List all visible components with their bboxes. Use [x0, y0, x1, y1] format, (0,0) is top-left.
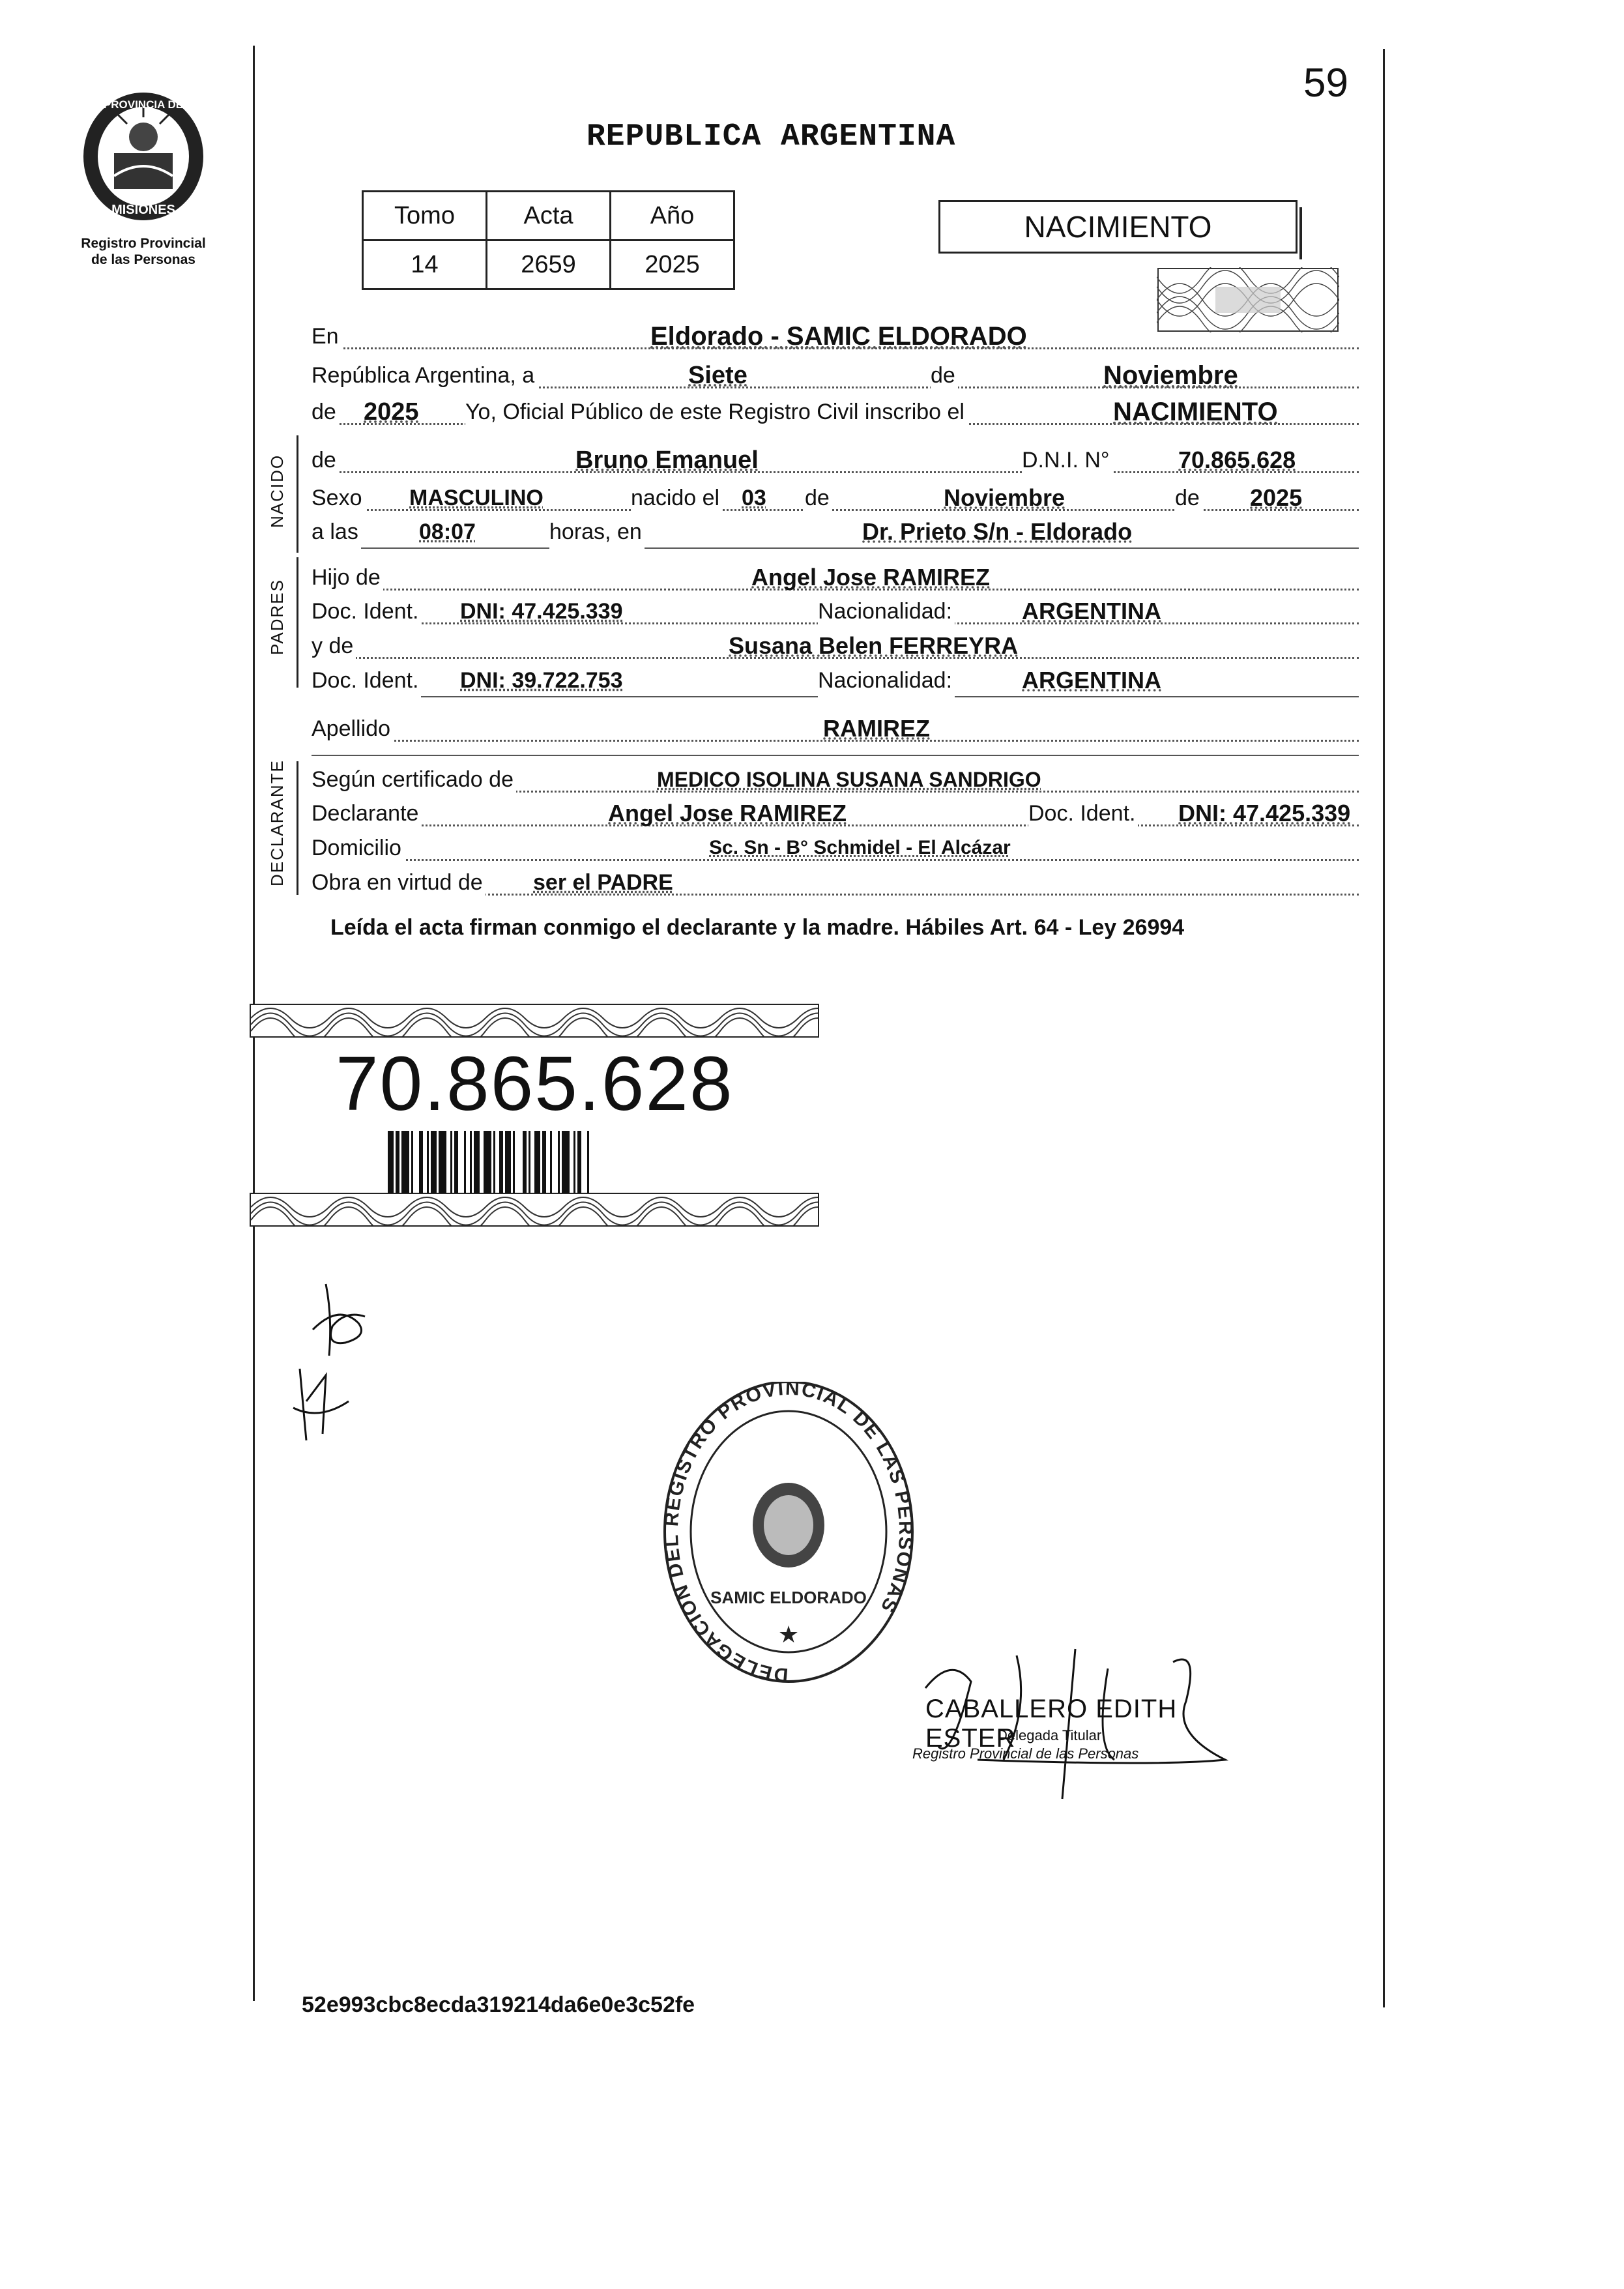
- birth-time: 08:07: [419, 519, 476, 544]
- ano-header: Año: [611, 192, 734, 241]
- birth-year: 2025: [1250, 484, 1303, 511]
- obra-value: ser el PADRE: [533, 870, 673, 895]
- obra-row: Obra en virtud de ser el PADRE: [312, 866, 1359, 899]
- document-hash: 52e993cbc8ecda319214da6e0e3c52fe: [302, 1992, 695, 2017]
- certificado-value: MEDICO ISOLINA SUSANA SANDRIGO: [657, 768, 1041, 791]
- official-title: Delegada Titular: [997, 1727, 1102, 1743]
- svg-text:★: ★: [777, 1621, 800, 1648]
- birth-day: 03: [742, 486, 766, 510]
- declarante-doc: DNI: 47.425.339: [1178, 800, 1351, 826]
- child-name: Bruno Emanuel: [575, 446, 759, 474]
- svg-text:MISIONES: MISIONES: [111, 203, 175, 217]
- birth-month: Noviembre: [944, 484, 1066, 511]
- dni-sticker-number: 70.865.628: [336, 1041, 734, 1127]
- ano-value: 2025: [611, 241, 734, 289]
- svg-text:PROVINCIA DE: PROVINCIA DE: [103, 98, 184, 111]
- official-seal-icon: [658, 1382, 919, 1708]
- hora-row: a las 08:07 horas, en Dr. Prieto S/n - Eldorado: [312, 515, 1359, 549]
- acta-header: Acta: [487, 192, 611, 241]
- svg-text:SAMIC ELDORADO: SAMIC ELDORADO: [710, 1588, 867, 1607]
- day-in-words: Siete: [688, 362, 747, 389]
- sexo-row: Sexo MASCULINO nacido el 03 de Noviembre de 2025: [312, 481, 1359, 515]
- nacido-bracket: [297, 435, 298, 553]
- sexo-value: MASCULINO: [409, 486, 544, 510]
- sticker-bottom-band: [250, 1193, 819, 1227]
- domicilio-value: Sc. Sn - B° Schmidel - El Alcázar: [709, 837, 1011, 858]
- father-name: Angel Jose RAMIREZ: [751, 564, 991, 590]
- nacido-name-row: de Bruno Emanuel D.N.I. N° 70.865.628: [312, 443, 1359, 477]
- official-org: Registro Provincial de las Personas: [912, 1745, 1139, 1762]
- mother-doc-row: Doc. Ident. DNI: 39.722.753 Nacionalidad: ARGENTINA: [312, 663, 1359, 697]
- tomo-value: 14: [363, 241, 487, 289]
- declarante-row: Declarante Angel Jose RAMIREZ Doc. Ident. DNI: 47.425.339: [312, 796, 1359, 830]
- tomo-acta-ano-table: [362, 190, 735, 290]
- act-value: NACIMIENTO: [1113, 398, 1278, 426]
- year-value: 2025: [364, 398, 419, 426]
- closing-statement: Leída el acta firman conmigo el declarante y la madre. Hábiles Art. 64 - Ley 26994: [330, 915, 1185, 940]
- padres-side-label: PADRES: [267, 579, 287, 655]
- acta-value: 2659: [487, 241, 611, 289]
- mother-signature-icon: [287, 1362, 352, 1447]
- padres-bracket: [297, 557, 298, 688]
- place-value: Eldorado - SAMIC ELDORADO: [650, 322, 1027, 351]
- father-doc: DNI: 47.425.339: [460, 599, 623, 624]
- page-number: 59: [1303, 61, 1348, 106]
- y-de-row: y de Susana Belen FERREYRA: [312, 629, 1359, 663]
- child-dni: 70.865.628: [1178, 446, 1296, 473]
- month-value: Noviembre: [1103, 361, 1238, 390]
- mother-doc: DNI: 39.722.753: [460, 668, 623, 693]
- official-signature-block: [899, 1629, 1251, 1818]
- declarante-side-label: DECLARANTE: [267, 759, 287, 886]
- father-doc-row: Doc. Ident. DNI: 47.425.339 Nacionalidad: ARGENTINA: [312, 594, 1359, 628]
- sticker-top-band: [250, 1004, 819, 1038]
- domicilio-row: Domicilio Sc. Sn - B° Schmidel - El Alcázar: [312, 831, 1359, 865]
- date-row: República Argentina, a Siete de Noviembre: [312, 358, 1359, 392]
- barcode-icon: [388, 1131, 694, 1203]
- mother-name: Susana Belen FERREYRA: [729, 632, 1019, 659]
- logo-caption: Registro Provincial de las Personas: [81, 236, 206, 267]
- misiones-coat-of-arms-icon: [78, 91, 209, 228]
- declarante-name: Angel Jose RAMIREZ: [608, 800, 847, 826]
- apellido-value: RAMIREZ: [823, 715, 930, 742]
- certificado-row: Según certificado de MEDICO ISOLINA SUSANA SANDRIGO: [312, 763, 1359, 796]
- official-name: CABALLERO EDITH ESTER: [925, 1695, 1178, 1753]
- province-logo: [62, 91, 225, 268]
- declarante-bracket: [297, 761, 298, 895]
- tomo-header: Tomo: [363, 192, 487, 241]
- mother-nationality: ARGENTINA: [1022, 667, 1161, 693]
- document-title: REPUBLICA ARGENTINA: [587, 119, 956, 154]
- place-row: En Eldorado - SAMIC ELDORADO: [312, 319, 1359, 353]
- declarant-signature-icon: [306, 1277, 378, 1362]
- nacido-side-label: NACIDO: [267, 454, 287, 528]
- hijo-de-row: Hijo de Angel Jose RAMIREZ: [312, 561, 1359, 594]
- svg-text:DELEGACION DEL REGISTRO PROVIN: DELEGACION DEL REGISTRO PROVINCIAL DE LAS PERSONAS: [660, 1382, 917, 1686]
- year-row: de 2025 Yo, Oficial Público de este Registro Civil inscribo el NACIMIENTO: [312, 395, 1359, 429]
- act-type-box: NACIMIENTO: [938, 200, 1298, 254]
- apellido-row: Apellido RAMIREZ: [312, 712, 1359, 746]
- father-nationality: ARGENTINA: [1022, 598, 1161, 624]
- birth-place: Dr. Prieto S/n - Eldorado: [862, 518, 1133, 545]
- right-margin-line: [1383, 49, 1385, 2007]
